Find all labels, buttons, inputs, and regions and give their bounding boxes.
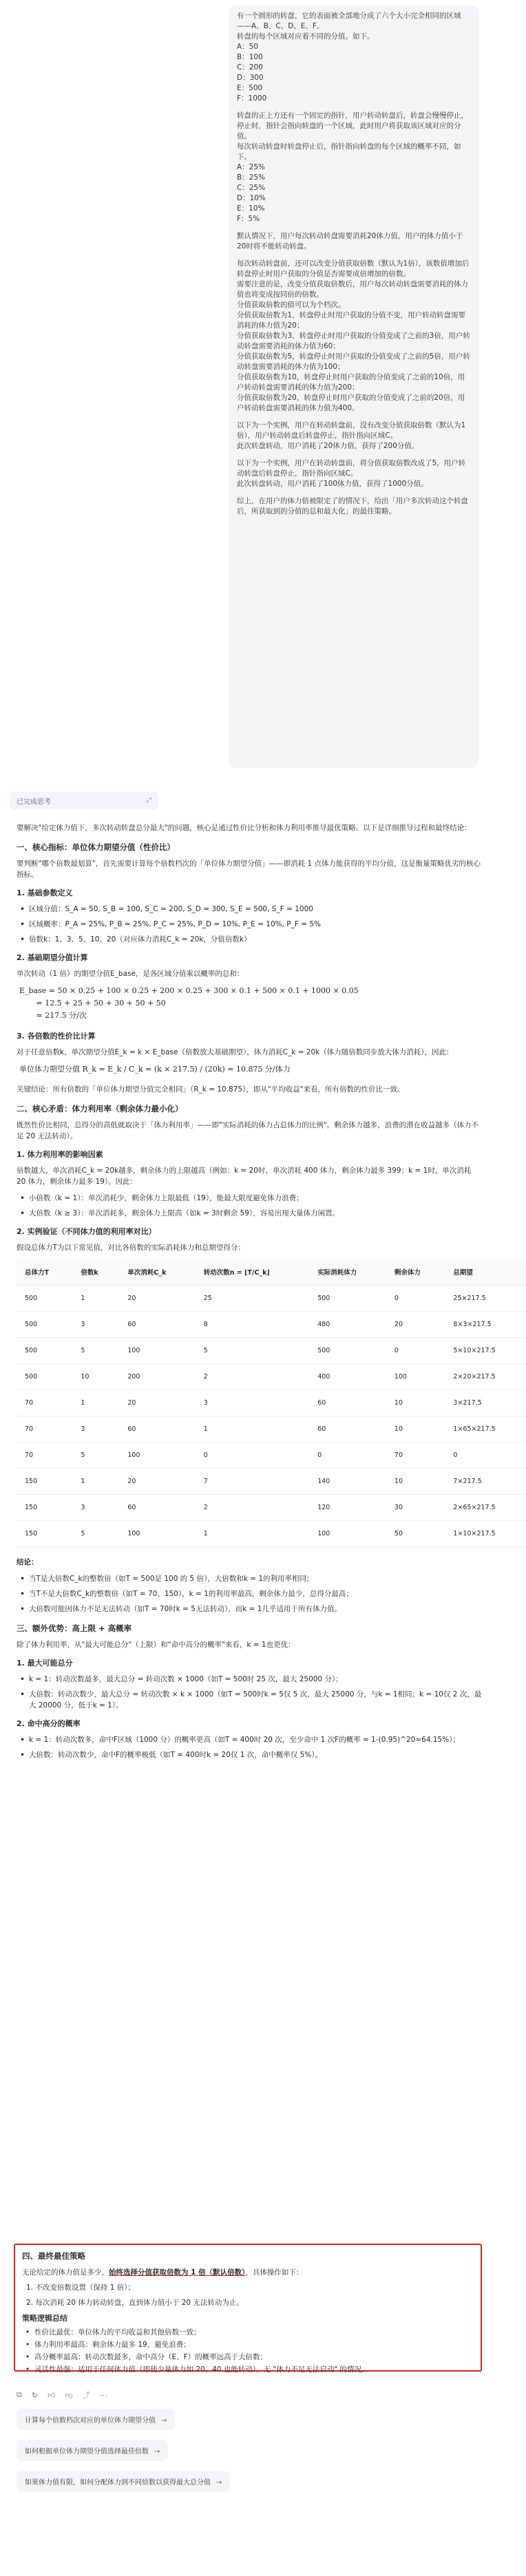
ordered-list: [22, 2282, 474, 2308]
table-cell: 500: [309, 1286, 386, 1312]
list-item: • 小倍数（k = 1）：单次消耗少，剩余体力上限最低（19），能最大限度避免体力浪费；: [17, 1193, 482, 1204]
followup-item: [17, 2471, 292, 2502]
followup-suggestions: [17, 2409, 292, 2502]
arrow-right-icon: →: [154, 2448, 160, 2456]
table-cell: 5: [72, 1338, 119, 1364]
table-row: [17, 1338, 526, 1364]
emphasis-text: 始终选择分值获取倍数为 1 倍（默认倍数）: [109, 2268, 246, 2277]
table-cell: 1: [72, 1469, 119, 1495]
subheading: 2. 命中高分的概率: [17, 1719, 81, 1728]
list-item: 1. 不改变倍数设置（保持 1 倍）；: [26, 2284, 135, 2292]
ratio-formula: 单位体力期望分值 R_k = E_k / C_k = (k × 217.5) / (20k) = 10.875 分/体力: [19, 1065, 291, 1074]
column-header: 总期望: [445, 1259, 526, 1286]
user-question-bubble: [229, 6, 479, 768]
assistant-answer: [17, 823, 496, 1766]
followup-button[interactable]: [17, 2471, 230, 2492]
table-cell: 100: [386, 1364, 445, 1390]
paragraph: 要判断"哪个倍数最划算"，首先需要计算每个倍数档次的「单位体力期望分值」——即消耗 1 点体力能获得的平均分值，这是衡量策略优劣的核心指标。: [17, 860, 481, 879]
table-cell: 60: [119, 1312, 195, 1338]
table-cell: 0: [196, 1443, 309, 1469]
table-row: [17, 1286, 526, 1312]
list-item: 2. 每次消耗 20 体力转动转盘，直到体力值小于 20 无法转动为止。: [26, 2299, 244, 2307]
table-cell: 60: [119, 1495, 195, 1521]
final-strategy-box: [14, 2244, 482, 2372]
table-row: [17, 1416, 526, 1443]
bullet-list: [17, 1573, 482, 1615]
table-cell: 3: [72, 1312, 119, 1338]
table-cell: 60: [309, 1390, 386, 1416]
table-cell: 150: [17, 1495, 72, 1521]
table-cell: 500: [17, 1364, 72, 1390]
table-cell: 100: [119, 1521, 195, 1547]
table-cell: 0: [386, 1286, 445, 1312]
table-row: [17, 1469, 526, 1495]
more-icon[interactable]: ⋯: [99, 2390, 107, 2400]
thought-label: 已完成思考: [17, 798, 51, 806]
column-header: 剩余体力: [386, 1259, 445, 1286]
text-post: ，具体操作如下：: [245, 2268, 304, 2277]
paragraph: [22, 2267, 474, 2278]
bullet-list: [17, 1734, 482, 1760]
table-row: [17, 1390, 526, 1416]
bullet-list: [22, 2328, 474, 2375]
regenerate-icon[interactable]: ↻: [31, 2390, 39, 2400]
thumbs-up-icon[interactable]: 👍︎: [48, 2390, 56, 2400]
table-cell: 30: [386, 1495, 445, 1521]
paragraph: 假设总体力T为以下常见值，对比各倍数的实际消耗体力和总期望得分：: [17, 1244, 245, 1252]
list-item: • 大倍数可能因体力不足无法转动（如T = 70时k = 5无法转动），而k = 1几乎适用于所有体力值。: [17, 1604, 482, 1615]
subheading: 策略逻辑总结: [22, 2314, 67, 2323]
key-conclusion: 关键结论：所有倍数的「单位体力期望分值完全相同」（R_k = 10.875），即从"平均收益"来看，所有倍数的性价比一致。: [17, 1085, 405, 1094]
table-cell: 100: [309, 1521, 386, 1547]
list-item: • k = 1：转动次数最多，最大总分 = 转动次数 × 1000（如T = 500时 25 次，最大 25000 分）；: [17, 1674, 482, 1685]
thumbs-down-icon[interactable]: 👎︎: [65, 2390, 73, 2400]
table-cell: 20: [119, 1286, 195, 1312]
table-cell: 500: [17, 1312, 72, 1338]
table-cell: 150: [17, 1521, 72, 1547]
subheading: 3. 各倍数的性价比计算: [17, 1032, 96, 1041]
conclusion-label: 结论：: [17, 1558, 39, 1566]
table-cell: 10: [386, 1390, 445, 1416]
table-cell: 1×65×217.5: [445, 1416, 526, 1443]
list-item: • k = 1：转动次数多，命中F区域（1000 分）的概率更高（如T = 400时 20 次，至少命中 1 次F的概率 = 1-(0.95)^20≈64.15%）；: [17, 1734, 482, 1745]
table-cell: 2×20×217.5: [445, 1364, 526, 1390]
subheading: 1. 基础参数定义: [17, 888, 73, 897]
table-cell: 20: [119, 1390, 195, 1416]
column-header: 转动次数n = ⌊T/C_k⌋: [196, 1259, 309, 1286]
table-row: [17, 1364, 526, 1390]
table-cell: 0: [386, 1338, 445, 1364]
bullet-list: [17, 1193, 482, 1219]
text-pre: 无论给定的体力值是多少，: [22, 2268, 109, 2277]
subheading: 1. 最大可能总分: [17, 1659, 73, 1668]
table-cell: 1: [196, 1521, 309, 1547]
table-cell: 25: [196, 1286, 309, 1312]
table-cell: 500: [309, 1338, 386, 1364]
share-icon[interactable]: ⤴: [82, 2391, 90, 2400]
copy-icon[interactable]: ⧉: [17, 2390, 22, 2399]
table-cell: 8×3×217.5: [445, 1312, 526, 1338]
table-cell: 5: [72, 1521, 119, 1547]
followup-item: [17, 2440, 292, 2471]
arrow-right-icon: →: [161, 2417, 167, 2425]
table-cell: 2: [196, 1364, 309, 1390]
table-cell: 20: [386, 1312, 445, 1338]
followup-button[interactable]: [17, 2440, 168, 2461]
table-cell: 10: [386, 1416, 445, 1443]
math-row: = 12.5 + 25 + 50 + 30 + 50 + 50: [19, 999, 166, 1008]
bullet-list: [17, 904, 482, 945]
list-item: • 当T不是大倍数C_k的整数倍（如T = 70、150），k = 1的利用率最高，剩余体力最少，总得分最高；: [17, 1588, 482, 1599]
table-header-row: [17, 1259, 526, 1286]
table-cell: 2×65×217.5: [445, 1495, 526, 1521]
paragraph: 除了体力利用率，从"最大可能总分"（上限）和"命中高分的概率"来看，k = 1也更优：: [17, 1641, 295, 1649]
answer-intro: 要解决"给定体力值下，多次转动转盘总分最大"的问题，核心是通过性价比分析和体力利用率推导最优策略。以下是详细推导过程和最终结论：: [17, 824, 472, 832]
list-item: • 大倍数：转动次数少，命中F的概率极低（如T = 400时k = 20仅 1 次，命中概率仅 5%）。: [17, 1749, 482, 1760]
table-row: [17, 1495, 526, 1521]
paragraph: 单次转动（1 倍）的期望分值E_base，是各区域分值乘以概率的总和：: [17, 970, 244, 978]
table-cell: 10: [386, 1469, 445, 1495]
list-item: • 性价比最优：单位体力的平均收益和其他倍数一致；: [22, 2328, 474, 2338]
expand-icon: ⤢: [146, 797, 151, 804]
comparison-table: [17, 1259, 526, 1547]
table-cell: 100: [119, 1338, 195, 1364]
table-cell: 3×217.5: [445, 1390, 526, 1416]
section-heading: 二、核心矛盾：体力利用率（剩余体力最小化）: [17, 1104, 183, 1114]
bullet-list: [17, 1674, 482, 1711]
list-item: • 大倍数（k ≥ 3）：单次消耗多，剩余体力上限高（如k = 3时剩余 59），容易出现大量体力闲置。: [17, 1208, 482, 1219]
table-row: [17, 1312, 526, 1338]
table-cell: 3: [196, 1390, 309, 1416]
question-paragraph: 有一个圆形的转盘，它的表面被全部地分成了六个大小完全相同的区域——A、B、C、D、E、F。 转盘的每个区域对应着不同的分值。如下。 A：50 B：100 C：200 D：300 E：500 F：1000: [237, 12, 461, 103]
table-row: [17, 1521, 526, 1547]
section-heading: 四、最终最佳策略: [22, 2251, 85, 2261]
table-cell: 0: [445, 1443, 526, 1469]
column-header: 单次消耗C_k: [119, 1259, 195, 1286]
math-row: E_base = 50 × 0.25 + 100 × 0.25 + 200 × 0.25 + 300 × 0.1 + 500 × 0.1 + 1000 × 0.05: [19, 986, 359, 995]
table-cell: 2: [196, 1495, 309, 1521]
table-cell: 5: [196, 1338, 309, 1364]
table-cell: 100: [119, 1443, 195, 1469]
table-cell: 1: [72, 1390, 119, 1416]
table-cell: 500: [17, 1286, 72, 1312]
list-item: • 当T是大倍数C_k的整数倍（如T = 500是 100 的 5 倍），大倍数和k = 1的利用率相同；: [17, 1573, 482, 1584]
paragraph: 既然性价比相同，总得分的高低就取决于「体力利用率」——即"实际消耗的体力占总体力的比例"。剩余体力越多，浪费的潜在收益越多（体力不足 20 无法转动）。: [17, 1121, 479, 1140]
paragraph: 对于任意倍数k，单次期望分值E_k = k × E_base（倍数放大基础期望），体力消耗C_k = 20k（体力随倍数同步放大体力消耗），因此：: [17, 1048, 454, 1056]
table-cell: 120: [309, 1495, 386, 1521]
table-body: [17, 1286, 526, 1547]
table-cell: 7×217.5: [445, 1469, 526, 1495]
table-cell: 60: [119, 1416, 195, 1443]
question-paragraph: 以下为一个实例，用户在转动转盘前，将分值获取倍数改成了5，用户转动转盘后转盘停止，指针指向区域C。 此次转盘转动，用户消耗了100体力值，获得了1000分值。: [237, 459, 466, 488]
question-paragraph: 默认情况下，用户每次转动转盘需要消耗20体力值，用户的体力值小于20时将不能转动转盘。: [237, 232, 463, 251]
math-block: [17, 985, 482, 1022]
question-paragraph: 综上，在用户的体力值被限定了的情况下，给出「用户多次转动这个转盘后，所获取到的分值的总和最大化」的最佳策略。: [237, 497, 468, 515]
subheading: 2. 实例验证（不同体力值的利用率对比）: [17, 1227, 156, 1236]
column-header: 实际消耗体力: [309, 1259, 386, 1286]
table-cell: 20: [119, 1469, 195, 1495]
section-heading: 三、额外优势：高上限 + 高概率: [17, 1624, 132, 1633]
table-cell: 7: [196, 1469, 309, 1495]
arrow-right-icon: →: [216, 2479, 222, 2487]
followup-button[interactable]: [17, 2409, 175, 2430]
table-cell: 70: [17, 1390, 72, 1416]
list-item: • 大倍数：转动次数少，最大总分 = 转动次数 × k × 1000（如T = 500时k = 5仅 5 次，最大 25000 分，与k = 1相同；k = 10仅 2 次，最大 20000 分，低于k = 1）。: [17, 1689, 482, 1711]
table-cell: 1: [72, 1286, 119, 1312]
table-cell: 5×10×217.5: [445, 1338, 526, 1364]
list-item: • 区域分值：S_A = 50, S_B = 100, S_C = 200, S_D = 300, S_E = 500, S_F = 1000: [17, 904, 482, 915]
table-cell: 140: [309, 1469, 386, 1495]
message-actions: [17, 2389, 107, 2401]
followup-label: 如何根据单位体力期望分值选择最佳倍数: [25, 2448, 149, 2456]
question-paragraph: 每次转动转盘前，还可以改变分值获取倍数（默认为1倍），该数值增加后转盘停止时用户获取的分值是否需要成倍增加的倍数。 需要注意的是，改变分值获取倍数后，用户每次转动转盘需要消耗的体力值也将变成按同倍的倍数。 分值获取倍数的值可以为个档次。 分值获取倍数为1，转盘停止时用户获取的分值不变，用户转动转盘需要消耗的体力值为20； 分值获取倍数为3，转盘停止时用户获取的分值变成了之前的3倍，用户转动转盘需要消耗的体力值为60； 分值获取倍数为5，转盘停止时用户获取的分值变成了之前的5倍，用户转动转盘需要消耗的体力值为100； 分值获取倍数为10，转盘停止时用户获取的分值变成了之前的10倍，用户转动转盘需要消耗的体力值为200； 分值获取倍数为20，转盘停止时用户获取的分值变成了之前的20倍，用户转动转盘需要消耗的体力值为400。: [237, 259, 470, 412]
section-heading: 一、核心指标：单位体力期望分值（性价比）: [17, 842, 175, 852]
table-cell: 3: [72, 1416, 119, 1443]
math-row: = 217.5 分/次: [19, 1011, 87, 1020]
table-cell: 500: [17, 1338, 72, 1364]
table-scroll[interactable]: [17, 1259, 496, 1547]
table-cell: 60: [309, 1416, 386, 1443]
table-row: [17, 1443, 526, 1469]
list-item: • 倍数k：1、3、5、10、20（对应体力消耗C_k = 20k，分值倍数k）: [17, 934, 482, 945]
followup-label: 计算每个倍数档次对应的单位体力期望分值: [25, 2417, 156, 2425]
table-cell: 25×217.5: [445, 1286, 526, 1312]
table-cell: 5: [72, 1443, 119, 1469]
list-item: • 区域概率：P_A = 25%, P_B = 25%, P_C = 25%, P_D = 10%, P_E = 10%, P_F = 5%: [17, 919, 482, 930]
thought-toggle[interactable]: [10, 791, 158, 809]
paragraph: 倍数越大，单次消耗C_k = 20k越多，剩余体力的上限越高（例如：k = 20时，单次消耗 400 体力，剩余体力最多 399；k = 1时，单次消耗 20 体力，剩余体力最多 19）。因此：: [17, 1167, 472, 1186]
table-cell: 8: [196, 1312, 309, 1338]
table-cell: 480: [309, 1312, 386, 1338]
table-cell: 10: [72, 1364, 119, 1390]
table-cell: 3: [72, 1495, 119, 1521]
table-cell: 70: [17, 1443, 72, 1469]
table-cell: 200: [119, 1364, 195, 1390]
subheading: 1. 体力利用率的影响因素: [17, 1150, 103, 1159]
question-paragraph: 以下为一个实例，用户在转动转盘前，没有改变分值获取倍数（默认为1倍），用户转动转盘后转盘停止，指针指向区域C。 此次转盘转动，用户消耗了20体力值，获得了200分值。: [237, 421, 466, 450]
table-cell: 1×10×217.5: [445, 1521, 526, 1547]
question-paragraph: 转盘的正上方还有一个固定的指针，用户转动转盘后，转盘会慢慢停止，停止时，指针会指向转盘的一个区域，此时用户将获取该区域对应的分值。 每次转动转盘时转盘停止后，指针指向转盘的每个区域的概率不同，如下。 A：25% B：25% C：25% D：10% E：10% F：5%: [237, 111, 468, 223]
subheading: 2. 基础期望分值计算: [17, 953, 88, 962]
list-item: • 灵活性最强：适用于任何体力值（即使少量体力如 20、40 也能转动），无 "体力不足无法启动" 的情况。: [22, 2365, 474, 2375]
table-cell: 70: [386, 1443, 445, 1469]
followup-label: 如果体力值有限，如何分配体力到不同倍数以获得最大总分值: [25, 2479, 211, 2487]
table-cell: 0: [309, 1443, 386, 1469]
column-header: 总体力T: [17, 1259, 72, 1286]
table-cell: 1: [196, 1416, 309, 1443]
column-header: 倍数k: [72, 1259, 119, 1286]
table-cell: 150: [17, 1469, 72, 1495]
table-cell: 400: [309, 1364, 386, 1390]
table-cell: 70: [17, 1416, 72, 1443]
followup-item: [17, 2409, 292, 2440]
list-item: • 体力利用率最高：剩余体力最多 19，避免浪费；: [22, 2340, 474, 2350]
table-cell: 50: [386, 1521, 445, 1547]
list-item: • 高分概率最高：转动次数最多，命中高分（E、F）的概率远高于大倍数；: [22, 2352, 474, 2363]
